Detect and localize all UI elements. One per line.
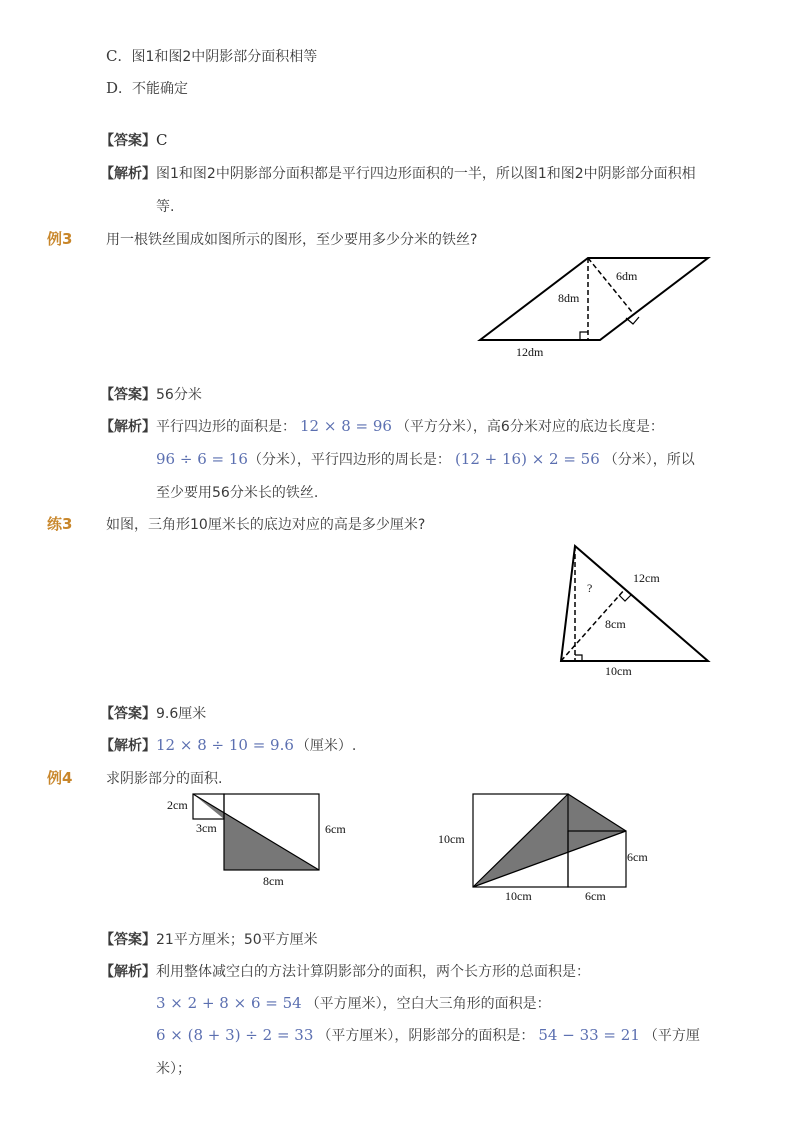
answer-tag: 【答案】 xyxy=(100,387,156,403)
label-10cm-bottom: 10cm xyxy=(505,889,532,903)
answer-value: 21平方厘米；50平方厘米 xyxy=(156,932,318,948)
triangle-shape xyxy=(561,546,708,661)
ex3-answer xyxy=(100,384,202,404)
option-d xyxy=(106,78,188,98)
answer-tag: 【答案】 xyxy=(100,932,156,948)
math-expr: 12 × 8 ÷ 10 = 9.6 xyxy=(156,736,294,754)
math-expr: 6 × (8 + 3) ÷ 2 = 33 xyxy=(156,1026,314,1044)
right-shaded-figure xyxy=(435,788,648,905)
analysis-tag: 【解析】 xyxy=(100,964,156,980)
analysis-text: （平方厘米），空白大三角形的面积是： xyxy=(305,996,551,1012)
ex4-analysis-1 xyxy=(100,961,590,981)
label-8cm: 8cm xyxy=(605,617,626,631)
ex3-analysis-3: 至少要用56分米长的铁丝. xyxy=(156,485,319,501)
triangle-figure xyxy=(555,538,720,680)
answer-value: 56分米 xyxy=(156,387,202,403)
math-expr: 54 − 33 = 21 xyxy=(538,1026,640,1044)
analysis-text: 平行四边形的面积是： xyxy=(156,419,296,435)
label-6cm-vertical: 6cm xyxy=(627,850,648,864)
analysis-text: （平方厘 xyxy=(643,1028,700,1044)
analysis-text: （分米），所以 xyxy=(603,452,695,468)
label-8cm: 8cm xyxy=(263,874,284,888)
option-c xyxy=(106,46,317,66)
option-c-letter: C xyxy=(106,47,118,65)
analysis-text: 图1和图2中阴影部分面积都是平行四边形面积的一半，所以图1和图2中阴影部分面积相 xyxy=(156,166,696,182)
analysis-text: （分米），平行四边形的周长是： xyxy=(247,452,451,468)
answer-tag: 【答案】 xyxy=(100,706,156,722)
analysis-tag: 【解析】 xyxy=(100,419,156,435)
label-6cm: 6cm xyxy=(325,822,346,836)
left-shaded-figure xyxy=(160,788,360,893)
practice-3-question: 如图，三角形10厘米长的底边对应的高是多少厘米? xyxy=(106,517,426,533)
analysis-text: （平方分米），高6分米对应的底边长度是： xyxy=(395,419,664,435)
pr3-analysis xyxy=(100,735,356,755)
option-d-letter: D xyxy=(106,79,119,97)
right-angle-mark xyxy=(580,332,588,340)
analysis-text: （厘米）. xyxy=(295,738,357,754)
answer-value: C xyxy=(156,131,168,149)
analysis-text: （平方厘米），阴影部分的面积是： xyxy=(317,1028,535,1044)
example-4-label: 例4 xyxy=(47,769,73,787)
ex4-answer xyxy=(100,929,318,949)
label-8dm: 8dm xyxy=(558,291,580,305)
analysis-tag: 【解析】 xyxy=(100,166,156,182)
example-3-label: 例3 xyxy=(47,230,73,248)
answer-value: 9.6厘米 xyxy=(156,706,207,722)
ex3-analysis-1 xyxy=(100,416,664,436)
math-expr: 96 ÷ 6 = 16 xyxy=(156,450,248,468)
example-4-question: 求阴影部分的面积. xyxy=(106,771,223,787)
height-line-6dm xyxy=(588,258,632,312)
label-question-mark: ? xyxy=(587,581,593,595)
math-expr: 12 × 8 = 96 xyxy=(300,417,392,435)
ex4-analysis-4: 米）； xyxy=(156,1061,191,1077)
label-6cm-bottom: 6cm xyxy=(585,889,606,903)
option-c-text: ．图1和图2中阴影部分面积相等 xyxy=(117,49,318,65)
q2-analysis-cont: 等. xyxy=(156,199,175,215)
pr3-answer xyxy=(100,703,206,723)
label-3cm: 3cm xyxy=(196,821,217,835)
label-12cm: 12cm xyxy=(633,571,660,585)
math-expr: (12 + 16) × 2 = 56 xyxy=(454,450,600,468)
option-d-text: ．不能确定 xyxy=(118,81,189,97)
shaded-triangle xyxy=(473,794,626,887)
parallelogram-shape xyxy=(480,258,708,340)
right-angle-mark xyxy=(619,595,631,601)
ex4-analysis-3 xyxy=(156,1025,700,1045)
q2-analysis xyxy=(100,163,696,183)
ex4-analysis-2 xyxy=(156,993,551,1013)
q2-answer xyxy=(100,130,167,150)
label-10cm-vertical: 10cm xyxy=(438,832,465,846)
label-6dm: 6dm xyxy=(616,269,638,283)
parallelogram-figure xyxy=(470,250,720,360)
answer-tag: 【答案】 xyxy=(100,133,156,149)
label-2cm: 2cm xyxy=(167,798,188,812)
example-3-question: 用一根铁丝围成如图所示的图形，至少要用多少分米的铁丝? xyxy=(106,232,478,248)
label-12dm: 12dm xyxy=(516,345,544,359)
analysis-tag: 【解析】 xyxy=(100,738,156,754)
label-10cm: 10cm xyxy=(605,664,632,678)
math-expr: 3 × 2 + 8 × 6 = 54 xyxy=(156,994,302,1012)
practice-3-label: 练3 xyxy=(47,515,73,533)
analysis-text: 利用整体减空白的方法计算阴影部分的面积，两个长方形的总面积是： xyxy=(156,964,590,980)
ex3-analysis-2 xyxy=(156,449,695,469)
